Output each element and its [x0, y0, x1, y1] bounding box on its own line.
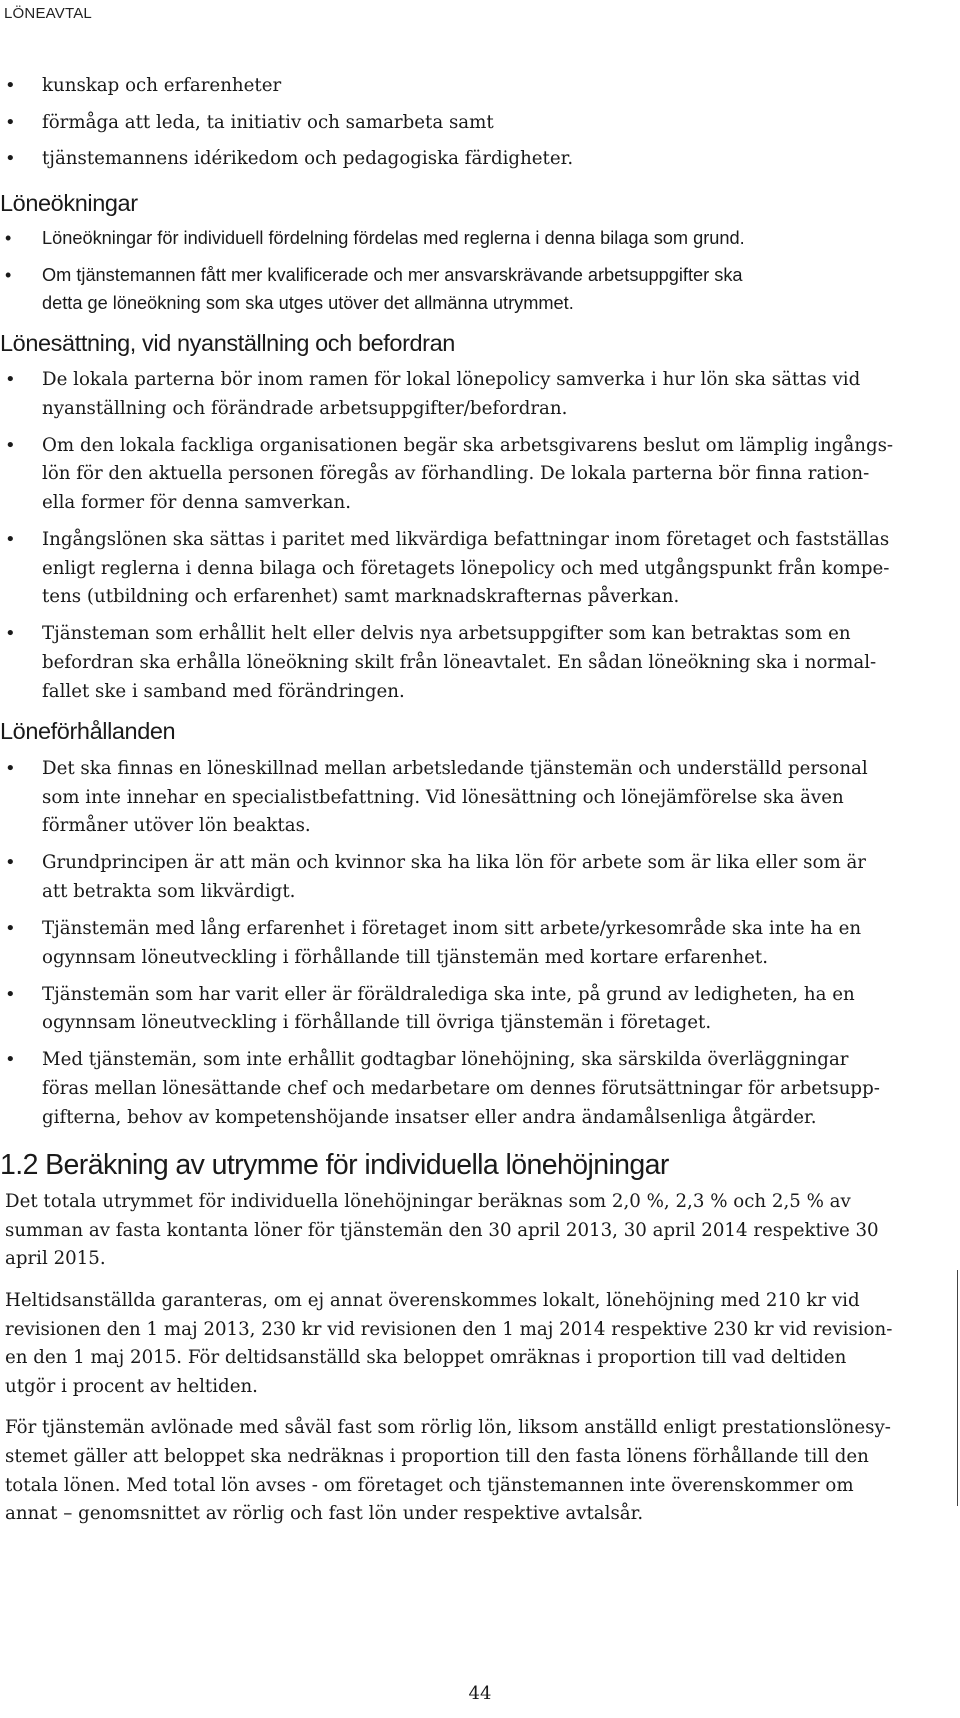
loneforhallanden-bullet-list [0, 755, 935, 1132]
text-line: ogynnsam löneutveckling i förhållande till övriga tjänstemän i företaget. [42, 1012, 712, 1034]
bullet-item [0, 526, 935, 612]
berakning-body [0, 1188, 935, 1529]
page-content [0, 72, 935, 1542]
text-line: revisionen den 1 maj 2013, 230 kr vid revisionen den 1 maj 2014 respektive 230 kr vid revision- [5, 1318, 893, 1340]
text-line: ogynnsam löneutveckling i förhållande till tjänstemän med kortare erfarenhet. [42, 946, 768, 968]
bullet-item [0, 1046, 935, 1132]
body-paragraph [5, 1414, 935, 1528]
section-heading-loneokningar: Löneökningar [0, 189, 138, 216]
page-number: 44 [468, 1683, 492, 1704]
text-line: summan av fasta kontanta löner för tjänstemän den 30 april 2013, 30 april 2014 respektive 30 [5, 1219, 879, 1241]
text-line: • kunskap och erfarenheter [42, 75, 282, 96]
text-line: tens (utbildning och erfarenhet) samt marknadskrafternas påverkan. [42, 586, 680, 608]
text-line: • Det ska finnas en löneskillnad mellan arbetsledande tjänstemän och underställd personal [42, 758, 868, 780]
text-line: • Om den lokala fackliga organisationen begär ska arbetsgivarens beslut om lämplig ingångs- [42, 434, 894, 456]
text-line: att betrakta som likvärdigt. [42, 880, 296, 902]
text-line: nyanställning och förändrade arbetsuppgifter/befordran. [42, 397, 568, 419]
text-line: • Ingångslönen ska sättas i paritet med likvärdiga befattningar inom företaget och fastställas [42, 529, 890, 551]
section-heading-berakning: 1.2 Beräkning av utrymme för individuella lönehöjningar [0, 1149, 669, 1182]
text-line: • Tjänsteman som erhållit helt eller delvis nya arbetsuppgifter som kan betraktas som en [42, 623, 851, 645]
body-paragraph [5, 1287, 935, 1401]
bullet-item [0, 755, 935, 841]
text-line: befordran ska erhålla löneökning skilt från löneavtalet. En sådan löneökning ska i normal- [42, 651, 877, 673]
text-line: som inte innehar en specialistbefattning. Vid lönesättning och lönejämförelse ska även [42, 786, 844, 808]
loneokningar-bullet-list [0, 224, 935, 318]
margin-change-bar [957, 1270, 958, 1506]
text-line: annat – genomsnittet av rörlig och fast lön under respektive avtalsår. [5, 1503, 644, 1525]
text-line: totala lönen. Med total lön avses - om företaget och tjänstemannen inte överenskommer om [5, 1474, 854, 1496]
text-line: ella former för denna samverkan. [42, 491, 352, 513]
text-line: • Tjänstemän med lång erfarenhet i företaget inom sitt arbete/yrkesområde ska inte ha en [42, 918, 862, 940]
text-line: stemet gäller att beloppet ska nedräknas i proportion till den fasta lönens förhållande till den [5, 1445, 869, 1467]
text-line: • De lokala parterna bör inom ramen för lokal lönepolicy samverka i hur lön ska sättas vid [42, 369, 861, 391]
body-paragraph [5, 1188, 935, 1274]
bullet-item [0, 981, 935, 1038]
bullet-item [0, 109, 935, 138]
text-line: en den 1 maj 2015. För deltidsanställd ska beloppet omräknas i proportion till vad deltiden [5, 1347, 847, 1369]
bullet-item [0, 849, 935, 906]
text-line: april 2015. [5, 1248, 106, 1270]
text-line: • Grundprincipen är att män och kvinnor ska ha lika lön för arbete som är lika eller som är [42, 852, 867, 874]
running-header: LÖNEAVTAL [4, 5, 92, 22]
text-line: • tjänstemannens idérikedom och pedagogiska färdigheter. [42, 148, 574, 170]
section-heading-lonesattning: Lönesättning, vid nyanställning och befordran [0, 330, 455, 357]
text-line: Heltidsanställda garanteras, om ej annat överenskommes lokalt, lönehöjning med 210 kr vid [5, 1290, 860, 1311]
text-line: fallet ske i samband med förändringen. [42, 680, 405, 702]
bullet-item [0, 72, 935, 101]
bullet-item [0, 366, 935, 423]
text-line: enligt reglerna i denna bilaga och företagets lönepolicy och med utgångspunkt från kompe- [42, 557, 890, 579]
lonesattning-bullet-list [0, 366, 935, 706]
text-line: • förmåga att leda, ta initiativ och samarbeta samt [42, 111, 494, 133]
bullet-item [0, 224, 935, 253]
text-line: detta ge löneökning som ska utges utöver det allmänna utrymmet. [42, 293, 574, 314]
text-line: • Löneökningar för individuell fördelning fördelas med reglerna i denna bilaga som grund. [42, 227, 745, 248]
bullet-item [0, 261, 935, 318]
intro-bullet-list [0, 72, 935, 174]
section-heading-loneforhallanden: Löneförhållanden [0, 718, 176, 745]
text-line: gifterna, behov av kompetenshöjande insatser eller andra ändamålsenliga åtgärder. [42, 1106, 817, 1128]
bullet-item [0, 432, 935, 518]
bullet-item [0, 145, 935, 174]
text-line: • Tjänstemän som har varit eller är föräldralediga ska inte, på grund av ledigheten, ha en [42, 983, 855, 1005]
text-line: • Om tjänstemannen fått mer kvalificerade och mer ansvarskrävande arbetsuppgifter ska [42, 264, 743, 285]
bullet-item [0, 915, 935, 972]
text-line: • Med tjänstemän, som inte erhållit godtagbar lönehöjning, ska särskilda överläggningar [42, 1049, 849, 1071]
text-line: utgör i procent av heltiden. [5, 1375, 258, 1397]
text-line: förmåner utöver lön beaktas. [42, 815, 311, 837]
text-line: Det totala utrymmet för individuella lönehöjningar beräknas som 2,0 %, 2,3 % och 2,5 % av [5, 1191, 851, 1213]
text-line: föras mellan lönesättande chef och medarbetare om dennes förutsättningar för arbetsupp- [42, 1078, 880, 1100]
bullet-item [0, 620, 935, 706]
text-line: För tjänstemän avlönade med såväl fast som rörlig lön, liksom anställd enligt prestationslönesy- [5, 1417, 891, 1439]
text-line: lön för den aktuella personen föregås av förhandling. De lokala parterna bör finna ration- [42, 463, 870, 485]
